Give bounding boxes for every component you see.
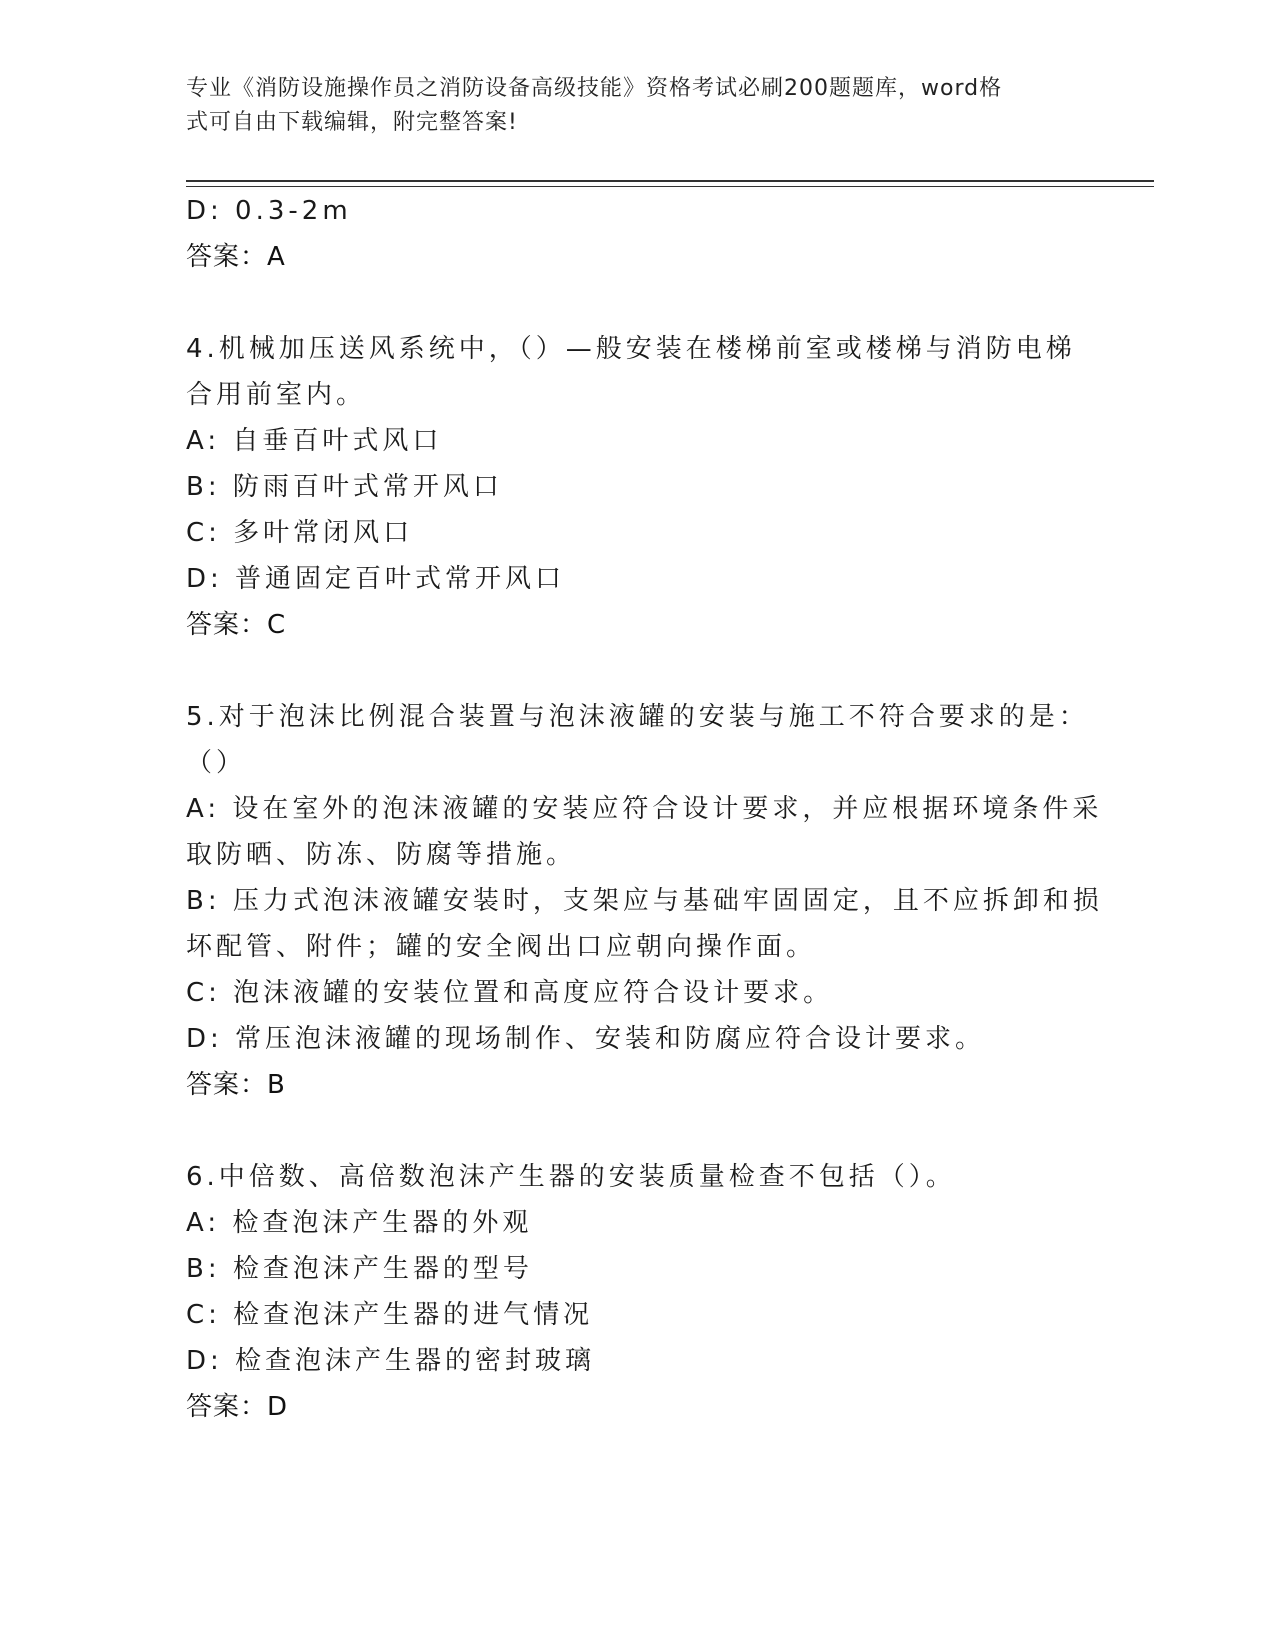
question-list — [186, 188, 1103, 1430]
question-3-tail — [186, 188, 1086, 280]
q6-answer: 答案：D — [186, 1392, 289, 1422]
spacer — [186, 648, 1086, 694]
q4-answer: 答案：C — [186, 610, 287, 640]
document-header — [186, 72, 1086, 140]
q5-answer: 答案：B — [186, 1070, 286, 1100]
spacer — [186, 1108, 1086, 1154]
q5-option-a-line-1: A: 设在室外的泡沫液罐的安装应符合设计要求，并应根据环境条件采 — [186, 794, 1103, 824]
q6-option-b: B: 检查泡沫产生器的型号 — [186, 1254, 533, 1284]
q5-stem-line-1: 5.对于泡沫比例混合装置与泡沫液罐的安装与施工不符合要求的是： — [186, 702, 1089, 732]
q3-option-d: D: 0.3-2m — [186, 196, 352, 226]
header-line-1: 专业《消防设施操作员之消防设备高级技能》资格考试必刷200题题库，word格 — [186, 76, 1003, 101]
question-4 — [186, 326, 1086, 648]
q5-stem-line-2: （） — [186, 748, 247, 778]
q5-option-b-line-1: B: 压力式泡沫液罐安装时，支架应与基础牢固固定，且不应拆卸和损 — [186, 886, 1103, 916]
header-line-2: 式可自由下载编辑，附完整答案! — [186, 110, 518, 135]
q4-option-d: D: 普通固定百叶式常开风口 — [186, 564, 566, 594]
q5-option-d: D: 常压泡沫液罐的现场制作、安装和防腐应符合设计要求。 — [186, 1024, 986, 1054]
q4-stem-line-2: 合用前室内。 — [186, 380, 367, 410]
q6-stem: 6.中倍数、高倍数泡沫产生器的安装质量检查不包括（）。 — [186, 1162, 956, 1192]
q6-option-c: C: 检查泡沫产生器的进气情况 — [186, 1300, 594, 1330]
spacer — [186, 280, 1086, 326]
q5-option-a-line-2: 取防晒、防冻、防腐等措施。 — [186, 840, 577, 870]
q5-option-b-line-2: 坏配管、附件；罐的安全阀出口应朝向操作面。 — [186, 932, 817, 962]
q3-answer: 答案：A — [186, 242, 286, 272]
q4-option-c: C: 多叶常闭风口 — [186, 518, 414, 548]
header-divider-thin — [186, 186, 1154, 187]
q4-option-a: A: 自垂百叶式风口 — [186, 426, 443, 456]
question-5 — [186, 694, 1103, 1108]
q4-stem-line-1: 4.机械加压送风系统中，（）—般安装在楼梯前室或楼梯与消防电梯 — [186, 334, 1076, 364]
q4-option-b: B: 防雨百叶式常开风口 — [186, 472, 503, 502]
header-divider-thick — [186, 180, 1154, 182]
question-6 — [186, 1154, 1086, 1430]
q6-option-a: A: 检查泡沫产生器的外观 — [186, 1208, 533, 1238]
q6-option-d: D: 检查泡沫产生器的密封玻璃 — [186, 1346, 596, 1376]
q5-option-c: C: 泡沫液罐的安装位置和高度应符合设计要求。 — [186, 978, 834, 1008]
